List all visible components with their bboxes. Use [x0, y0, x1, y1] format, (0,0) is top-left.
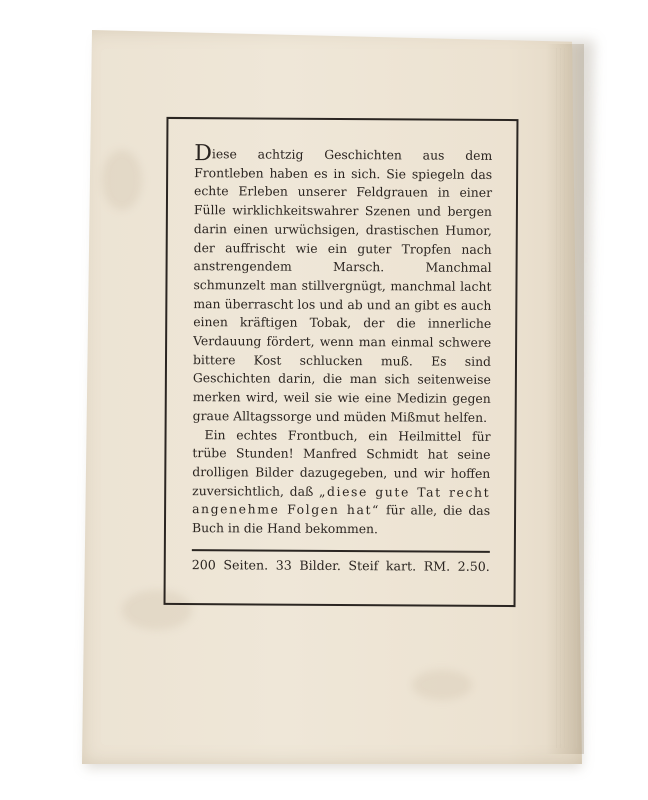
separator-rule — [192, 549, 490, 553]
paper-stain — [102, 150, 142, 210]
drop-cap: D — [194, 141, 212, 167]
page-block-lines — [556, 48, 578, 748]
paragraph-2-text-after: für alle, die das Buch in die Hand bekommen. — [191, 502, 491, 537]
blurb-paragraph-2 — [192, 426, 491, 540]
book-details-footer: 200 Seiten. 33 Bilder. Steif kart. RM. 2.50. — [191, 557, 490, 574]
paragraph-2-quote: „diese gute Tat recht angenehme Folgen hat“ — [192, 483, 491, 518]
paragraph-1-text: iese achtzig Geschichten aus dem Frontleben haben es in sich. Sie spiegeln das echte Erleben unserer Feldgrauen in einer Fülle wirklichkeitswahrer Szenen und bergen darin einen urwüchsigen, drastischen Humor, der auffrischt wie ein guter Tropfen nach anstrengendem Marsch. Manchmal schmunzelt man stillvergnügt, manchmal lacht man überrascht los und ab und an gibt es auch einen kräftigen Tobak, der die innerliche Verdauung fördert, wenn man einmal schwere bittere Kost schlucken muß. Es sind Geschichten darin, die man sich seitenweise merken wird, weil sie wie eine Medizin gegen graue Alltagssorge und müden Mißmut helfen. — [192, 146, 493, 425]
text-frame — [164, 117, 519, 607]
paper-stain — [412, 670, 472, 700]
blurb-text — [191, 141, 493, 540]
blurb-paragraph-1 — [192, 141, 493, 427]
paragraph-2-text-before: Ein echtes Frontbuch, ein Heilmittel für trübe Stunden! Manfred Schmidt hat seine drolligen Bilder dazugegeben, und wir hoffen zuversichtlich, daß — [192, 426, 491, 499]
